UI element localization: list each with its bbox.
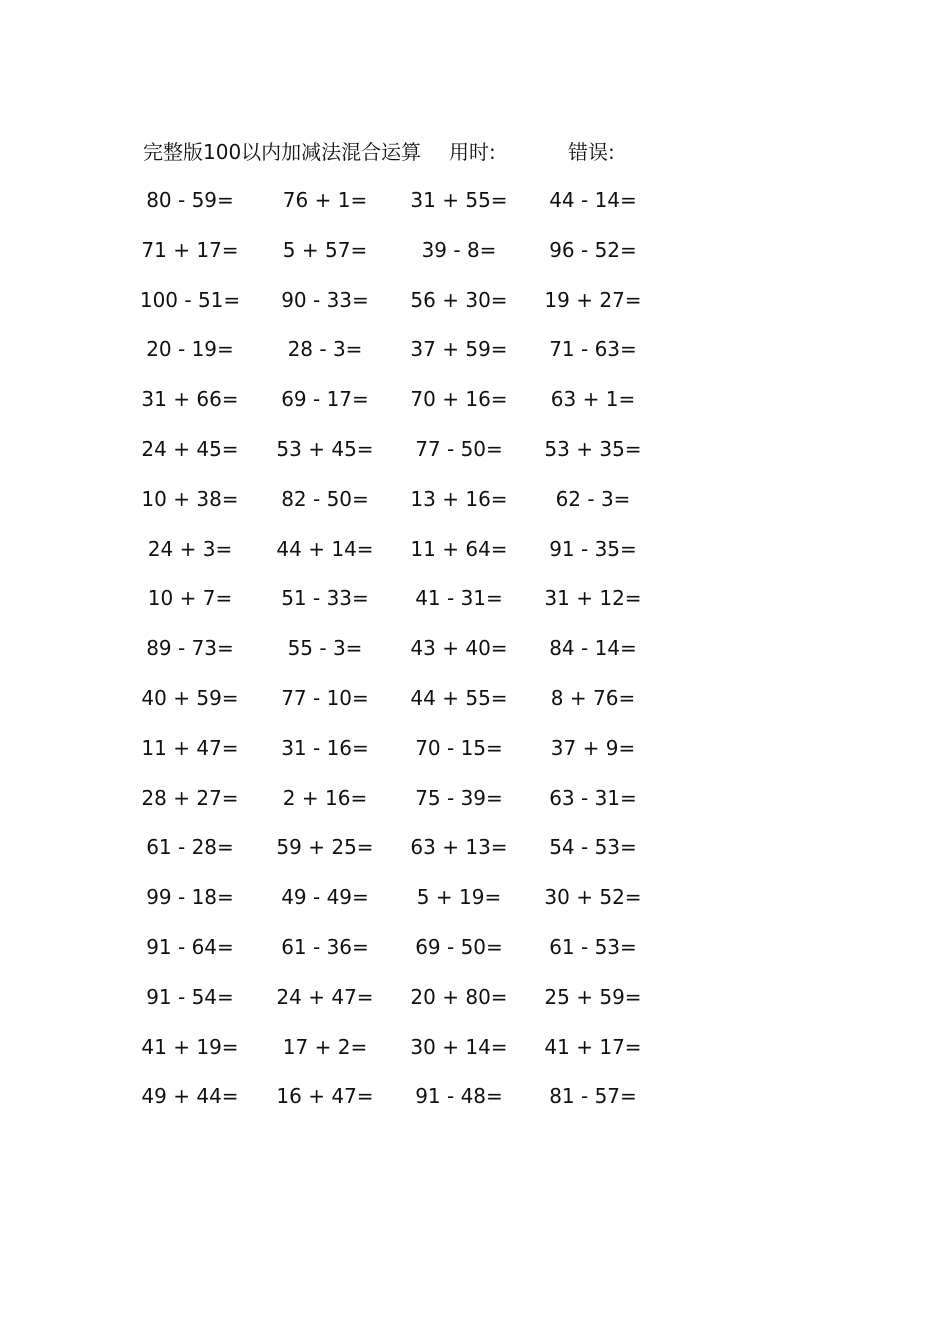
problem-cell: 49 + 44= bbox=[141, 1084, 239, 1109]
problem-row bbox=[0, 286, 950, 336]
problem-row bbox=[0, 186, 950, 236]
problem-cell: 31 - 16= bbox=[281, 735, 369, 760]
problem-row bbox=[0, 1033, 950, 1083]
problem-cell: 37 + 9= bbox=[550, 735, 636, 760]
problem-cell: 43 + 40= bbox=[410, 636, 508, 661]
problem-cell: 2 + 16= bbox=[282, 785, 368, 810]
problem-cell: 28 + 27= bbox=[141, 785, 239, 810]
problem-cell: 8 + 76= bbox=[550, 685, 636, 710]
problem-row bbox=[0, 784, 950, 834]
problem-cell: 11 + 64= bbox=[410, 536, 508, 561]
problem-cell: 91 - 35= bbox=[549, 536, 637, 561]
problem-cell: 71 - 63= bbox=[549, 337, 637, 362]
problem-cell: 63 - 31= bbox=[549, 785, 637, 810]
problem-row bbox=[0, 236, 950, 286]
problem-row bbox=[0, 535, 950, 585]
problem-cell: 44 - 14= bbox=[549, 188, 637, 212]
problem-row bbox=[0, 485, 950, 535]
problem-cell: 49 - 49= bbox=[281, 885, 369, 910]
problem-cell: 5 + 19= bbox=[416, 885, 502, 910]
problem-cell: 20 - 19= bbox=[146, 337, 234, 362]
problem-cell: 70 + 16= bbox=[410, 387, 508, 412]
problem-cell: 10 + 7= bbox=[147, 586, 233, 611]
problem-row bbox=[0, 833, 950, 883]
time-used-label: 用时: bbox=[449, 140, 496, 164]
problem-cell: 61 - 53= bbox=[549, 934, 637, 959]
problem-cell: 100 - 51= bbox=[139, 287, 241, 312]
problem-cell: 25 + 59= bbox=[544, 984, 642, 1009]
problem-cell: 63 + 13= bbox=[410, 835, 508, 860]
error-count-label: 错误: bbox=[568, 140, 615, 164]
problem-cell: 10 + 38= bbox=[141, 486, 239, 511]
problem-cell: 16 + 47= bbox=[276, 1084, 374, 1109]
problem-cell: 76 + 1= bbox=[282, 188, 368, 212]
problem-cell: 28 - 3= bbox=[287, 337, 363, 362]
problem-cell: 69 - 17= bbox=[281, 387, 369, 412]
problem-grid bbox=[0, 186, 950, 1132]
worksheet-header bbox=[0, 136, 950, 166]
problem-row bbox=[0, 883, 950, 933]
problem-cell: 30 + 52= bbox=[544, 885, 642, 910]
problem-cell: 91 - 54= bbox=[146, 984, 234, 1009]
problem-cell: 53 + 45= bbox=[276, 436, 374, 461]
problem-cell: 17 + 2= bbox=[282, 1034, 368, 1059]
problem-cell: 20 + 80= bbox=[410, 984, 508, 1009]
problem-cell: 89 - 73= bbox=[146, 636, 234, 661]
problem-cell: 41 + 17= bbox=[544, 1034, 642, 1059]
problem-cell: 11 + 47= bbox=[141, 735, 239, 760]
problem-cell: 62 - 3= bbox=[555, 486, 631, 511]
problem-cell: 81 - 57= bbox=[549, 1084, 637, 1109]
problem-row bbox=[0, 734, 950, 784]
problem-cell: 77 - 50= bbox=[415, 436, 503, 461]
problem-cell: 19 + 27= bbox=[544, 287, 642, 312]
problem-row bbox=[0, 684, 950, 734]
problem-cell: 91 - 64= bbox=[146, 934, 234, 959]
problem-cell: 84 - 14= bbox=[549, 636, 637, 661]
problem-cell: 63 + 1= bbox=[550, 387, 636, 412]
problem-cell: 24 + 45= bbox=[141, 436, 239, 461]
problem-row bbox=[0, 933, 950, 983]
problem-cell: 82 - 50= bbox=[281, 486, 369, 511]
problem-cell: 55 - 3= bbox=[287, 636, 363, 661]
problem-cell: 41 + 19= bbox=[141, 1034, 239, 1059]
problem-row bbox=[0, 634, 950, 684]
problem-cell: 31 + 55= bbox=[410, 188, 508, 212]
problem-cell: 44 + 14= bbox=[276, 536, 374, 561]
problem-cell: 61 - 28= bbox=[146, 835, 234, 860]
problem-cell: 31 + 66= bbox=[141, 387, 239, 412]
problem-cell: 37 + 59= bbox=[410, 337, 508, 362]
problem-row bbox=[0, 435, 950, 485]
problem-cell: 96 - 52= bbox=[549, 237, 637, 262]
problem-cell: 41 - 31= bbox=[415, 586, 503, 611]
problem-cell: 56 + 30= bbox=[410, 287, 508, 312]
problem-cell: 44 + 55= bbox=[410, 685, 508, 710]
problem-cell: 71 + 17= bbox=[141, 237, 239, 262]
problem-cell: 77 - 10= bbox=[281, 685, 369, 710]
problem-cell: 61 - 36= bbox=[281, 934, 369, 959]
problem-cell: 70 - 15= bbox=[415, 735, 503, 760]
problem-cell: 30 + 14= bbox=[410, 1034, 508, 1059]
problem-cell: 59 + 25= bbox=[276, 835, 374, 860]
problem-cell: 31 + 12= bbox=[544, 586, 642, 611]
problem-cell: 90 - 33= bbox=[281, 287, 369, 312]
problem-row bbox=[0, 335, 950, 385]
problem-cell: 24 + 3= bbox=[147, 536, 233, 561]
problem-row bbox=[0, 1082, 950, 1132]
problem-cell: 54 - 53= bbox=[549, 835, 637, 860]
problem-cell: 13 + 16= bbox=[410, 486, 508, 511]
problem-cell: 5 + 57= bbox=[282, 237, 368, 262]
worksheet-title: 完整版100以内加减法混合运算 bbox=[143, 140, 422, 164]
problem-cell: 51 - 33= bbox=[281, 586, 369, 611]
problem-row bbox=[0, 385, 950, 435]
problem-cell: 69 - 50= bbox=[415, 934, 503, 959]
problem-cell: 99 - 18= bbox=[146, 885, 234, 910]
problem-cell: 80 - 59= bbox=[146, 188, 234, 212]
problem-row bbox=[0, 584, 950, 634]
problem-cell: 91 - 48= bbox=[415, 1084, 503, 1109]
problem-cell: 75 - 39= bbox=[415, 785, 503, 810]
problem-cell: 24 + 47= bbox=[276, 984, 374, 1009]
problem-cell: 39 - 8= bbox=[421, 237, 497, 262]
problem-row bbox=[0, 983, 950, 1033]
problem-cell: 53 + 35= bbox=[544, 436, 642, 461]
problem-cell: 40 + 59= bbox=[141, 685, 239, 710]
